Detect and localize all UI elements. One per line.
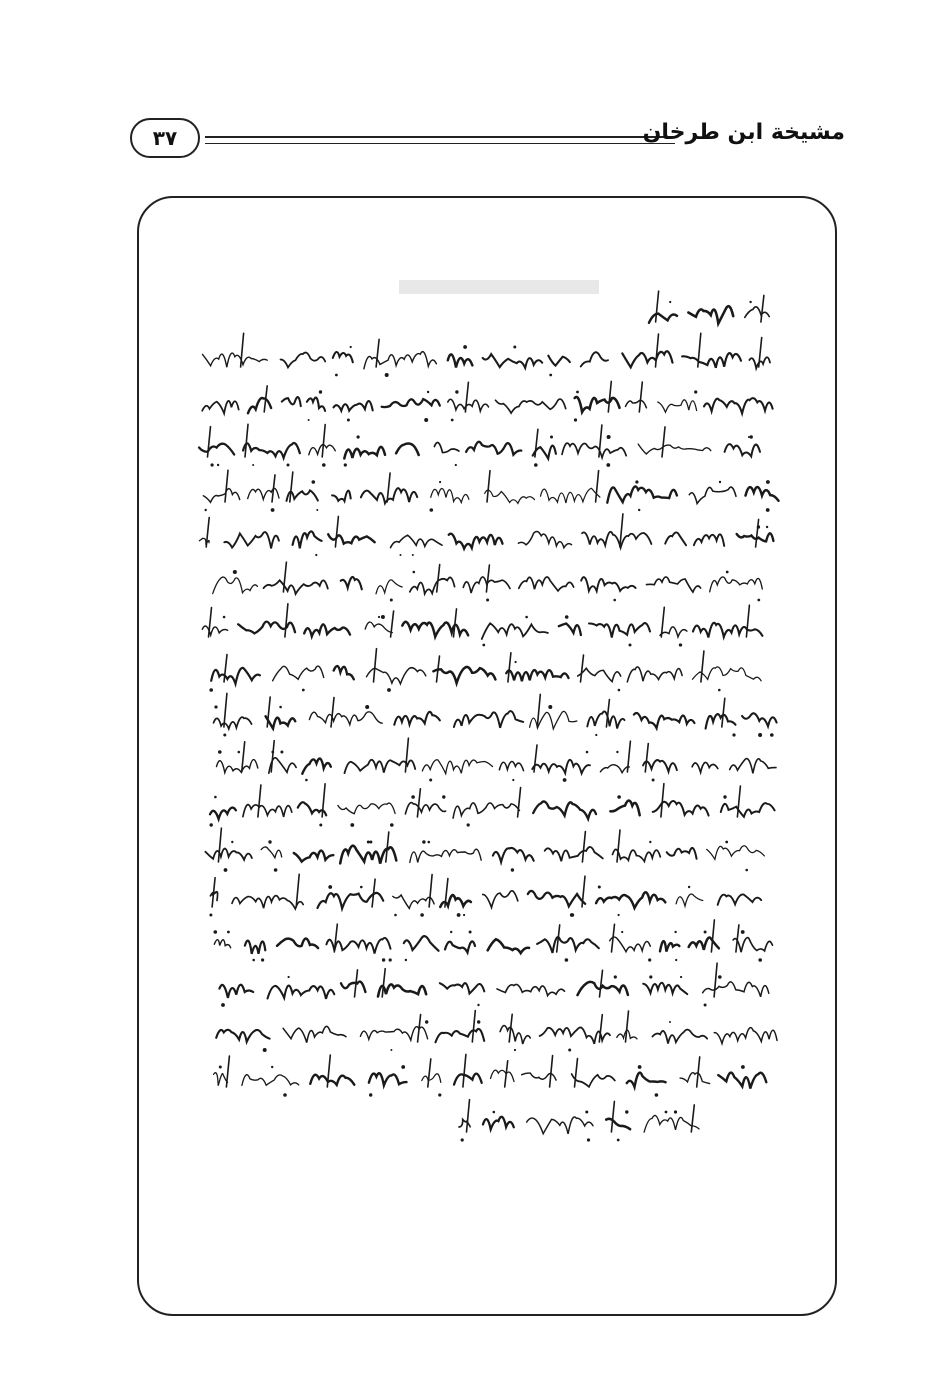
manuscript-image (179, 278, 799, 1218)
manuscript-line (202, 604, 762, 647)
manuscript-line (199, 424, 760, 467)
header-rule (205, 136, 675, 144)
page-frame (137, 196, 837, 1316)
manuscript-line (203, 333, 771, 377)
manuscript-line (219, 963, 768, 1007)
manuscript-line (214, 693, 777, 737)
book-title: مشيخة ابن طرخان (642, 120, 845, 145)
manuscript-line (216, 1011, 777, 1053)
manuscript-line (209, 874, 761, 917)
manuscript-line (649, 291, 769, 323)
manuscript-line (205, 828, 764, 872)
manuscript-line (210, 784, 775, 827)
manuscript-line (203, 470, 778, 512)
manuscript-line (214, 920, 773, 962)
page-number: ٣٧ (130, 118, 200, 158)
manuscript-line (199, 514, 773, 556)
manuscript-line (214, 1054, 767, 1096)
manuscript-line (459, 1100, 699, 1142)
manuscript-line (217, 738, 777, 782)
manuscript-line (202, 381, 772, 422)
page-header (130, 118, 845, 164)
manuscript-smudge (399, 280, 599, 294)
handwritten-manuscript (179, 278, 799, 1218)
manuscript-line (213, 562, 763, 601)
manuscript-line (209, 649, 761, 692)
